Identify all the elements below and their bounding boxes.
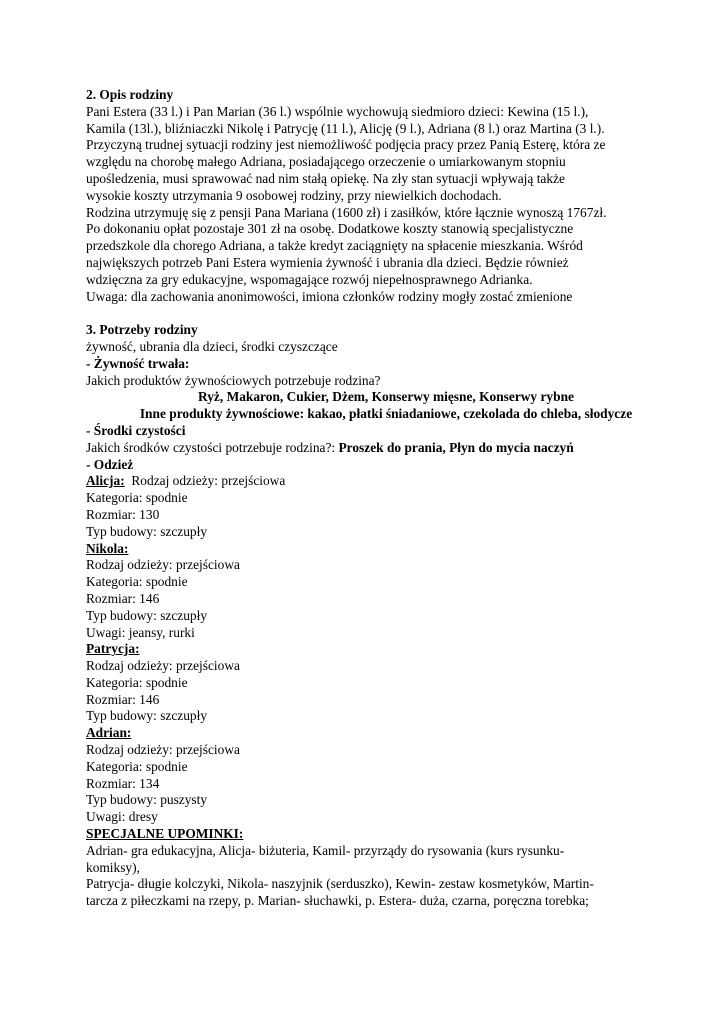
body-line: wysokie koszty utrzymania 9 osobowej rodziny, przy niewielkich dochodach.: [86, 187, 502, 203]
clothing-detail: Rodzaj odzieży: przejściowa: [86, 557, 240, 573]
cleaning-line: [86, 440, 686, 457]
clothing-detail: Kategoria: spodnie: [86, 758, 188, 774]
child-name-alicja: Alicja:: [86, 473, 125, 489]
clothing-detail: Typ budowy: szczupły: [86, 523, 208, 539]
child-name-adrian: Adrian:: [86, 725, 132, 741]
clothing-detail: Typ budowy: szczupły: [86, 607, 208, 623]
clothes-heading: - Odzież: [86, 456, 134, 472]
food-list-primary: Ryż, Makaron, Cukier, Dżem, Konserwy mięsne, Konserwy rybne: [198, 389, 574, 405]
body-line: największych potrzeb Pani Estera wymienia żywność i ubrania dla dzieci. Będzie również: [86, 254, 569, 270]
child-name-patrycja: Patrycja:: [86, 641, 140, 657]
gift-line: Adrian- gra edukacyjna, Alicja- biżuteria, Kamil- przyrządy do rysowania (kurs rysunku-: [86, 842, 565, 858]
cleaning-question: Jakich środków czystości potrzebuje rodzina?:: [86, 439, 339, 455]
clothing-detail: Kategoria: spodnie: [86, 490, 188, 506]
gift-line: komiksy),: [86, 859, 140, 875]
clothing-detail: Rodzaj odzieży: przejściowa: [86, 742, 240, 758]
section-2-body: [86, 104, 686, 306]
child-alicja-header: [86, 473, 686, 490]
clothing-detail: Typ budowy: szczupły: [86, 708, 208, 724]
body-line: Po dokonaniu opłat pozostaje 301 zł na osobę. Dodatkowe koszty stanowią specjalistyczne: [86, 221, 574, 237]
body-line: upośledzenia, musi sprawować nad nim stałą opiekę. Na zły stan sytuacji wpływają także: [86, 170, 565, 186]
anonymity-note: Uwaga: dla zachowania anonimowości, imiona członków rodziny mogły zostać zmienione: [86, 288, 573, 304]
cleaning-heading: - Środki czystości: [86, 422, 186, 438]
child-name-nikola: Nikola:: [86, 540, 129, 556]
clothing-detail: Rozmiar: 134: [86, 775, 160, 791]
body-line: względu na chorobę małego Adriana, posiadającego orzeczenie o umiarkowanym stopniu: [86, 154, 566, 170]
spacer: [86, 305, 686, 322]
body-line: Rodzina utrzymuję się z pensji Pana Mariana (1600 zł) i zasiłków, które łącznie wynoszą 1767zł.: [86, 204, 607, 220]
clothing-detail: Rodzaj odzieży: przejściowa: [86, 658, 240, 674]
body-line: Kamila (13l.), bliźniaczki Nikolę i Patrycję (11 l.), Alicję (9 l.), Adriana (8 l.) oraz Martina (3 l.).: [86, 120, 605, 136]
clothing-detail: Uwagi: jeansy, rurki: [86, 624, 195, 640]
food-list-other: Inne produkty żywnościowe: kakao, płatki śniadaniowe, czekolada do chleba, słodycze: [139, 406, 633, 422]
gift-line: tarcza z piłeczkami na rzepy, p. Marian- słuchawki, p. Estera- duża, czarna, poręczna torebka;: [86, 893, 589, 909]
cleaning-answer: Proszek do prania, Płyn do mycia naczyń: [338, 439, 574, 455]
body-line: przedszkole dla chorego Adriana, a także kredyt zaciągnięty na spłacenie mieszkania. Wśród: [86, 238, 583, 254]
clothing-type: Rodzaj odzieży: przejściowa: [124, 473, 286, 489]
food-question: Jakich produktów żywnościowych potrzebuje rodzina?: [86, 372, 381, 388]
body-line: Pani Estera (33 l.) i Pan Marian (36 l.) wspólnie wychowują siedmioro dzieci: Kewina (15 l.),: [86, 103, 589, 119]
clothing-detail: Kategoria: spodnie: [86, 574, 188, 590]
clothing-detail: Uwagi: dresy: [86, 809, 158, 825]
gift-line: Patrycja- długie kolczyki, Nikola- naszyjnik (serduszko), Kewin- zestaw kosmetyków, Martin-: [86, 876, 594, 892]
clothing-detail: Kategoria: spodnie: [86, 674, 188, 690]
special-gifts-heading: SPECJALNE UPOMINKI:: [86, 826, 244, 842]
clothing-detail: Rozmiar: 146: [86, 691, 160, 707]
document-page: [86, 87, 686, 910]
clothing-detail: Rozmiar: 130: [86, 506, 160, 522]
clothing-detail: Rozmiar: 146: [86, 590, 160, 606]
needs-intro: żywność, ubrania dla dzieci, środki czyszczące: [86, 338, 338, 354]
food-heading: - Żywność trwała:: [86, 355, 190, 371]
section-2-title: 2. Opis rodziny: [86, 87, 174, 102]
section-3-title: 3. Potrzeby rodziny: [86, 322, 198, 338]
body-line: Przyczyną trudnej sytuacji rodziny jest niemożliwość podjęcia pracy przez Panią Esterę, która ze: [86, 137, 606, 153]
body-line: wdzięczna za gry edukacyjne, wspomagające rozwój niepełnosprawnego Adrianka.: [86, 271, 533, 287]
clothing-detail: Typ budowy: puszysty: [86, 792, 208, 808]
